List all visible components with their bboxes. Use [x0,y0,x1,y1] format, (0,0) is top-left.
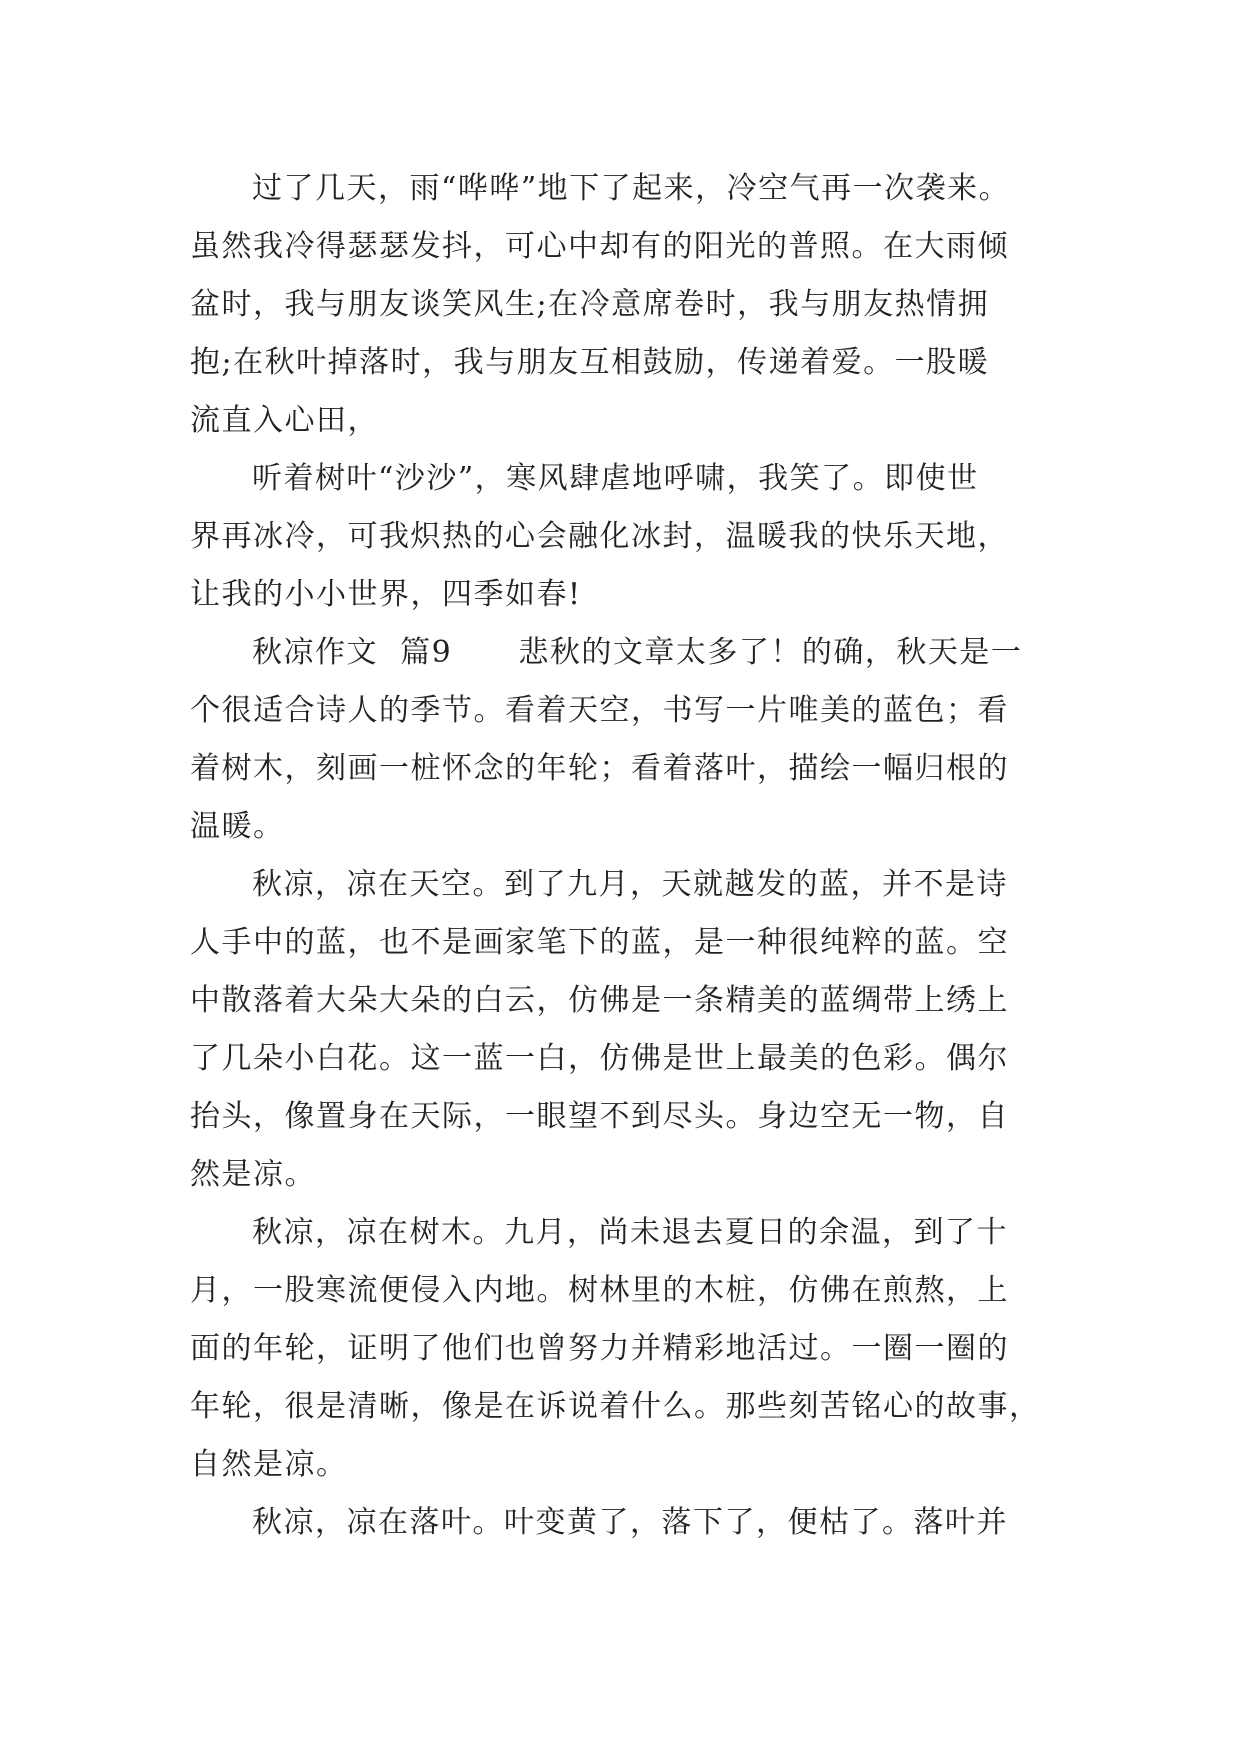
text-line: 秋凉，凉在天空。到了九月，天就越发的蓝，并不是诗 [252,867,1008,902]
text-line: 秋凉，凉在树木。九月，尚未退去夏日的余温，到了十 [252,1215,1008,1250]
text-line: 虽然我冷得瑟瑟发抖，可心中却有的阳光的普照。在大雨倾 [190,229,1009,264]
text-line: 人手中的蓝，也不是画家笔下的蓝，是一种很纯粹的蓝。空 [190,925,1009,960]
text-line: 然是凉。 [190,1157,316,1192]
section-heading-line: 秋凉作文 篇9 悲秋的文章太多了！的确，秋天是一 [252,635,1023,670]
text-line: 界再冰冷，可我炽热的心会融化冰封，温暖我的快乐天地， [190,519,1009,554]
text-line: 让我的小小世界，四季如春! [190,577,582,612]
text-line: 年轮，很是清晰，像是在诉说着什么。那些刻苦铭心的故事， [190,1389,1041,1424]
text-line: 面的年轮，证明了他们也曾努力并精彩地活过。一圈一圈的 [190,1331,1009,1366]
text-line: 抱;在秋叶掉落时，我与朋友互相鼓励，传递着爱。一股暖 [190,345,990,380]
text-line: 个很适合诗人的季节。看着天空，书写一片唯美的蓝色；看 [190,693,1009,728]
text-line: 听着树叶“沙沙”，寒风肆虐地呼啸，我笑了。即使世 [252,461,979,496]
text-line: 盆时，我与朋友谈笑风生;在冷意席卷时，我与朋友热情拥 [190,287,990,322]
text-line: 了几朵小白花。这一蓝一白，仿佛是世上最美的色彩。偶尔 [190,1041,1009,1076]
text-line: 着树木，刻画一桩怀念的年轮；看着落叶，描绘一幅归根的 [190,751,1009,786]
text-line: 秋凉，凉在落叶。叶变黄了，落下了，便枯了。落叶并 [252,1505,1008,1540]
text-line: 过了几天，雨“哗哗”地下了起来，冷空气再一次袭来。 [252,171,1011,206]
text-line: 月，一股寒流便侵入内地。树林里的木桩，仿佛在煎熬，上 [190,1273,1009,1308]
article-body [190,160,1050,1552]
text-line: 温暖。 [190,809,285,844]
text-line: 中散落着大朵大朵的白云，仿佛是一条精美的蓝绸带上绣上 [190,983,1009,1018]
text-line: 流直入心田， [190,403,379,438]
text-line: 抬头，像置身在天际，一眼望不到尽头。身边空无一物，自 [190,1099,1009,1134]
text-line: 自然是凉。 [190,1447,348,1482]
